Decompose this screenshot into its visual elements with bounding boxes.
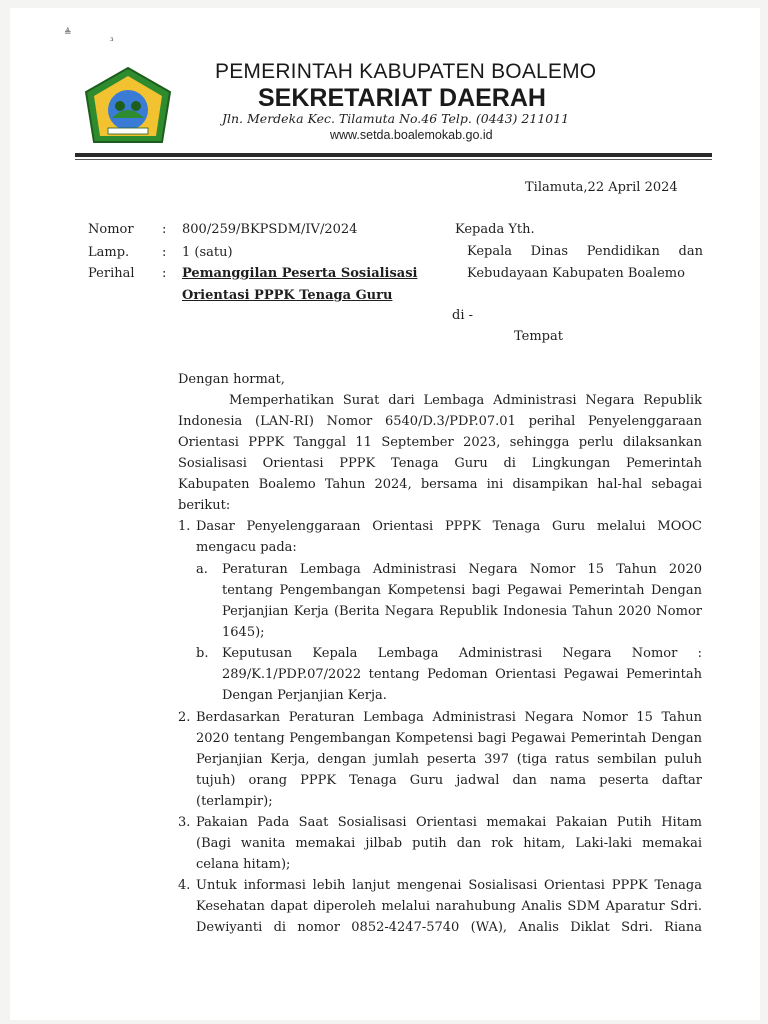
item-1-line: Dasar Penyelenggaraan Orientasi PPPK Tenaga Guru melalui MOOC xyxy=(196,519,702,534)
perihal-colon: : xyxy=(162,266,167,281)
item-1b-letter: b. xyxy=(196,646,209,661)
item-4-line: Untuk informasi lebih lanjut mengenai Sosialisasi Orientasi PPPK Tenaga xyxy=(196,878,702,893)
item-4-line: Dewiyanti di nomor 0852-4247-5740 (WA), Analis Diklat Sdri. Riana xyxy=(196,920,702,935)
item-3-line: (Bagi wanita memakai jilbab putih dan rok hitam, Laki-laki memakai xyxy=(196,836,702,851)
perihal-line-1: Pemanggilan Peserta Sosialisasi xyxy=(182,266,418,281)
intro-line: Memperhatikan Surat dari Lembaga Administrasi Negara Republik xyxy=(229,393,702,408)
intro-line: Orientasi PPPK Tanggal 11 September 2023, sehingga perlu dilaksankan xyxy=(178,435,702,450)
item-2-line: (terlampir); xyxy=(196,794,273,809)
nomor-value: 800/259/BKPSDM/IV/2024 xyxy=(182,222,358,237)
intro-line: berikut: xyxy=(178,498,231,513)
item-2-line: 2020 tentang Pengembangan Kompetensi bagi Pegawai Pemerintah Dengan xyxy=(196,731,702,746)
item-2-line: tujuh) orang PPPK Tenaga Guru jadwal dan nama peserta daftar xyxy=(196,773,702,788)
item-1b-line: Keputusan Kepala Lembaga Administrasi Negara Nomor : xyxy=(222,646,702,661)
item-2-line: Perjanjian Kerja, dengan jumlah peserta 397 (tiga ratus sembilan puluh xyxy=(196,752,702,767)
item-1b-line: 289/K.1/PDP.07/2022 tentang Pedoman Orientasi Pegawai Pemerintah xyxy=(222,667,702,682)
header-rule-thin xyxy=(75,159,712,160)
item-3-line: celana hitam); xyxy=(196,857,291,872)
intro-line: Kabupaten Boalemo Tahun 2024, bersama ini disampikan hal-hal sebagai xyxy=(178,477,702,492)
recipient-di: di - xyxy=(452,308,474,323)
item-1-number: 1. xyxy=(178,519,191,534)
item-1a-line: Peraturan Lembaga Administrasi Negara Nomor 15 Tahun 2020 xyxy=(222,562,702,577)
corner-mark-right: ₃ xyxy=(110,34,114,44)
government-name: PEMERINTAH KABUPATEN BOALEMO xyxy=(215,60,597,83)
lamp-value: 1 (satu) xyxy=(182,245,233,260)
item-4-number: 4. xyxy=(178,878,191,893)
office-name: SEKRETARIAT DAERAH xyxy=(258,84,546,112)
recipient-place: Tempat xyxy=(514,329,563,344)
letter-date: Tilamuta,22 April 2024 xyxy=(525,180,678,195)
item-3-number: 3. xyxy=(178,815,191,830)
perihal-line-2: Orientasi PPPK Tenaga Guru xyxy=(182,288,393,303)
recipient-to: Kepada Yth. xyxy=(455,222,535,237)
office-website: www.setda.boalemokab.go.id xyxy=(330,128,493,142)
item-1a-line: tentang Pengembangan Kompetensi bagi Pegawai Pemerintah Dengan xyxy=(222,583,702,598)
item-1a-line: 1645); xyxy=(222,625,265,640)
item-1a-line: Perjanjian Kerja (Berita Negara Republik Indonesia Tahun 2020 Nomor xyxy=(222,604,702,619)
item-4-line: Kesehatan dapat diperoleh melalui narahubung Analis SDM Aparatur Sdri. xyxy=(196,899,702,914)
office-address: Jln. Merdeka Kec. Tilamuta No.46 Telp. (0443) 211011 xyxy=(222,111,570,126)
lamp-colon: : xyxy=(162,245,167,260)
corner-mark-left: ≜ xyxy=(64,28,72,38)
item-1a-letter: a. xyxy=(196,562,208,577)
greeting: Dengan hormat, xyxy=(178,372,285,387)
item-3-line: Pakaian Pada Saat Sosialisasi Orientasi memakai Pakaian Putih Hitam xyxy=(196,815,702,830)
perihal-label: Perihal xyxy=(88,266,135,281)
item-1b-line: Dengan Perjanjian Kerja. xyxy=(222,688,387,703)
recipient-line-2: Kebudayaan Kabupaten Boalemo xyxy=(467,266,685,281)
nomor-colon: : xyxy=(162,222,167,237)
boalemo-emblem-logo xyxy=(82,66,174,150)
recipient-line-1: Kepala Dinas Pendidikan dan xyxy=(467,244,703,259)
lamp-label: Lamp. xyxy=(88,245,130,260)
nomor-label: Nomor xyxy=(88,222,134,237)
item-2-number: 2. xyxy=(178,710,191,725)
item-2-line: Berdasarkan Peraturan Lembaga Administrasi Negara Nomor 15 Tahun xyxy=(196,710,702,725)
item-1-line: mengacu pada: xyxy=(196,540,297,555)
intro-line: Indonesia (LAN-RI) Nomor 6540/D.3/PDP.07.01 perihal Penyelenggaraan xyxy=(178,414,702,429)
intro-line: Sosialisasi Orientasi PPPK Tenaga Guru di Lingkungan Pemerintah xyxy=(178,456,702,471)
header-rule-thick xyxy=(75,153,712,157)
